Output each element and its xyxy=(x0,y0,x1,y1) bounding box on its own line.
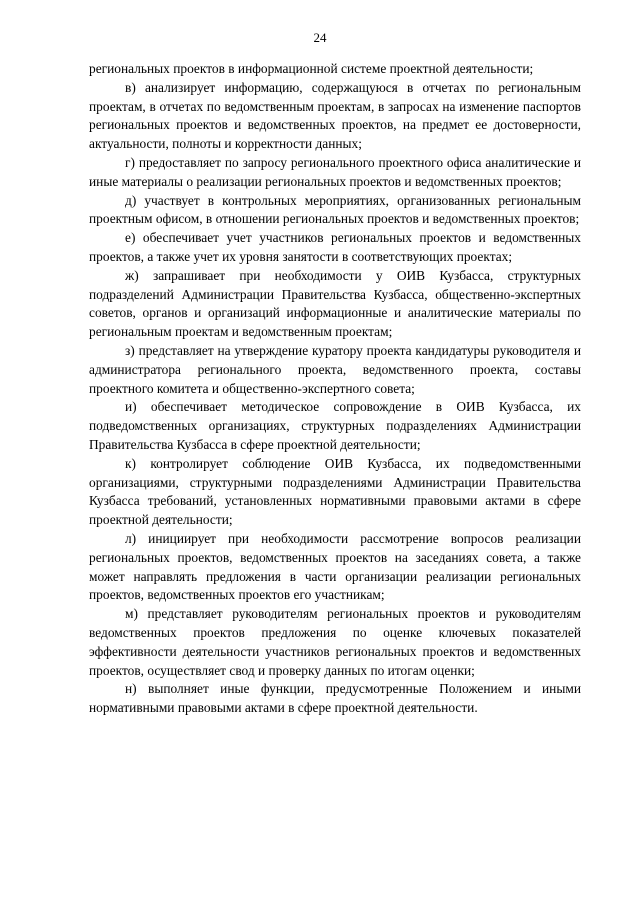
paragraph-continuation: региональных проектов в информационной системе проектной деятельности; xyxy=(89,61,534,76)
document-body xyxy=(89,60,581,718)
paragraph-item-v: в) анализирует информацию, содержащуюся в отчетах по региональным проектам, в отчетах по ведомственным проектам, в запросах на изменение паспортов региональных проектов и ведомственных проектов, на предмет ее достоверности, актуальности, полноты и корректности данных; xyxy=(89,79,581,152)
paragraph-item-zh: ж) запрашивает при необходимости у ОИВ Кузбасса, структурных подразделений Администрации Правительства Кузбасса, общественно-экспертных советов, органов и организаций информационные и аналитические материалы по региональным проектам и ведомственным проектам; xyxy=(89,267,581,340)
paragraph-item-g: г) предоставляет по запросу регионального проектного офиса аналитические и иные материалы о реализации региональных проектов и ведомственных проектов; xyxy=(89,154,581,189)
paragraph-item-z: з) представляет на утверждение куратору проекта кандидатуры руководителя и администратора регионального проекта, ведомственного проекта, составы проектного комитета и общественно-экспертного совета; xyxy=(89,342,581,396)
paragraph-item-n: н) выполняет иные функции, предусмотренные Положением и иными нормативными правовыми актами в сфере проектной деятельности. xyxy=(89,681,581,716)
paragraph-item-e: е) обеспечивает учет участников региональных проектов и ведомственных проектов, а также учет их уровня занятости в соответствующих проектах; xyxy=(89,230,581,264)
paragraph-item-k: к) контролирует соблюдение ОИВ Кузбасса, их подведомственными организациями, структурными подразделениями Администрации Правительства Кузбасса требований, установленных нормативными правовыми актами в сфере проектной деятельности; xyxy=(89,455,581,528)
paragraph-item-d: д) участвует в контрольных мероприятиях, организованных региональным проектным офисом, в отношении региональных проектов и ведомственных проектов; xyxy=(89,192,581,227)
page-number: 24 xyxy=(313,30,327,45)
paragraph-item-l: л) инициирует при необходимости рассмотрение вопросов реализации региональных проектов, ведомственных проектов на заседаниях совета, а также может направлять предложения в части организации реализации региональных проектов, ведомственных проектов его участникам; xyxy=(89,530,581,603)
paragraph-item-m: м) представляет руководителям региональных проектов и руководителям ведомственных проектов предложения по оценке ключевых показателей эффективности деятельности участников региональных проектов и ведомственных проектов, осуществляет свод и проверку данных по итогам оценки; xyxy=(89,606,581,678)
paragraph-item-i: и) обеспечивает методическое сопровождение в ОИВ Кузбасса, их подведомственных организациях, структурных подразделениях Администрации Правительства Кузбасса в сфере проектной деятельности; xyxy=(89,399,581,452)
